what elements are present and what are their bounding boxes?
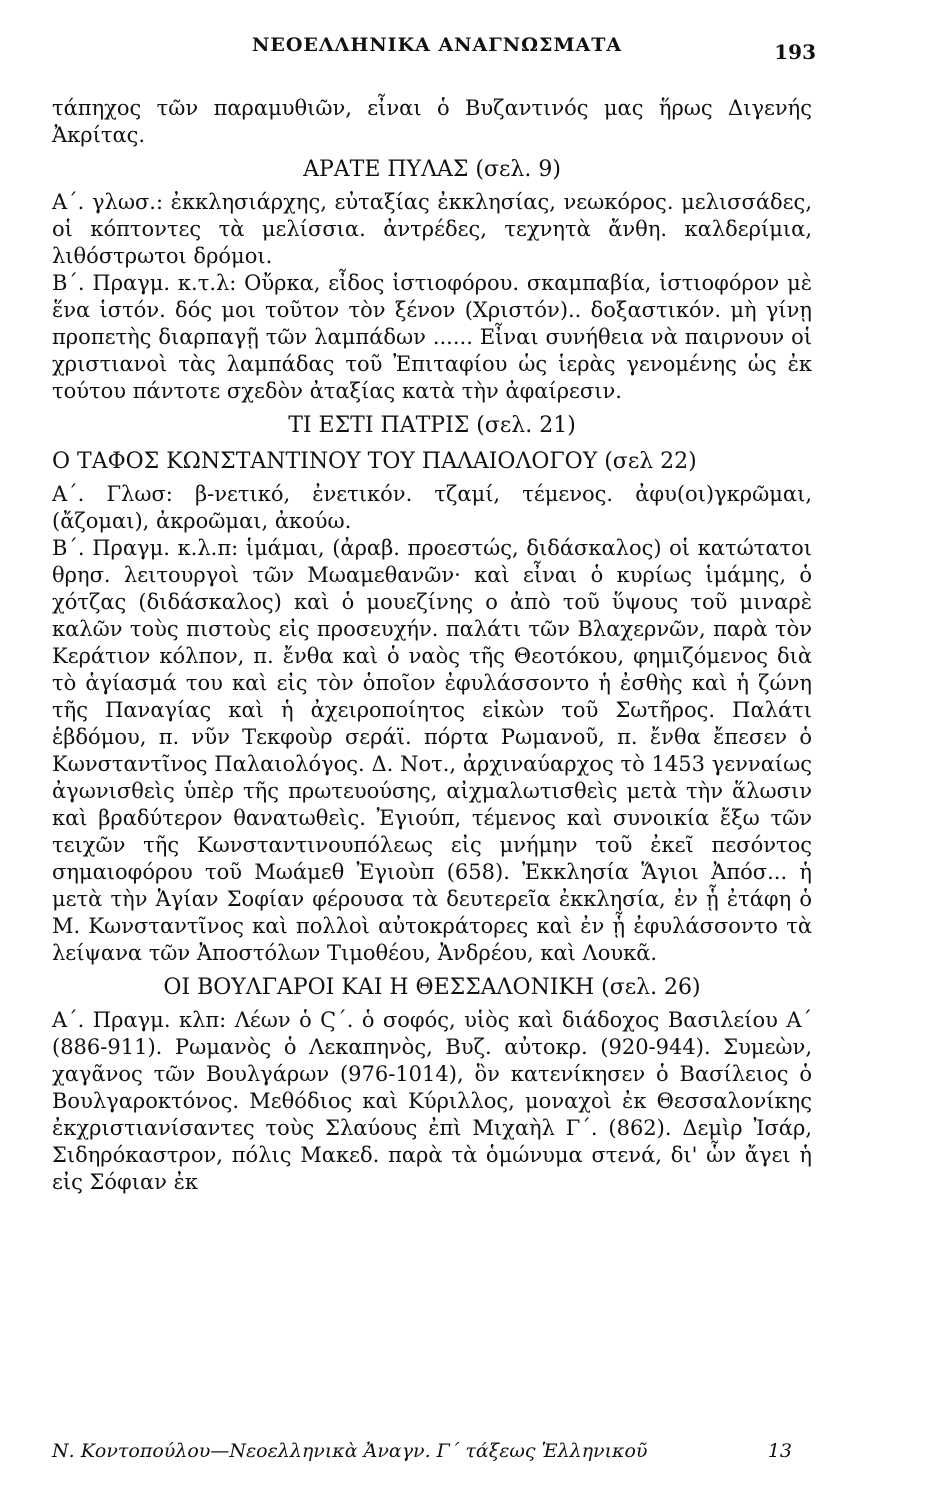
section-title-arate-pylas: ΑΡΑΤΕ ΠΥΛΑΣ (σελ. 9) — [303, 157, 561, 182]
paragraph-pragm-3: Α΄. Πραγμ. κλπ: Λέων ὁ Ϛ΄. ὁ σοφός, υἱὸς καὶ διάδοχος Βασιλείου Α΄ (886-911). Ρωμανὸς ὁ Λεκαπηνὸς, Βυζ. αὐτοκρ. (920-944). Συμεὼν, χαγᾶνος τῶν Βουλγάρων (976-1014), ὃν κατενίκησεν ὁ Βασίλειος ὁ Βουλγαροκτόνος. Μεθόδιος καὶ Κύριλλος, μοναχοὶ ἐκ Θεσσαλονίκης ἐκχριστιανίσαντες τοὺς Σλαύους ἐπὶ Μιχαὴλ Γ΄. (862). Δεμὶρ Ἰσάρ, Σιδηρόκαστρον, πόλις Μακεδ. παρὰ τὰ ὁμώνυμα στενά, δι' ὧν ἄγει ἡ εἰς Σόφιαν ἐκ — [52, 1008, 812, 1194]
paragraph-intro: τάπηχος τῶν παραμυθιῶν, εἶναι ὁ Βυζαντινός μας ἥρως Διγενής Ἀκρίτας. — [52, 96, 812, 147]
paragraph-glossary-1: Α΄. γλωσ.: ἐκκλησιάρχης, εὐταξίας ἐκκλησίας, νεωκόρος. μελισσάδες, οἱ κόπτοντες τὰ μελίσσια. ἀντρέδες, τεχνητὰ ἄνθη. καλδερίμια, λιθόστρωτοι δρόμοι. — [52, 190, 812, 268]
section-title-voulgaroi: ΟΙ ΒΟΥΛΓΑΡΟΙ ΚΑΙ Η ΘΕΣΣΑΛΟΝΙΚΗ (σελ. 26) — [163, 975, 701, 1000]
page-footer — [52, 1440, 812, 1462]
section-title-tafos: Ο ΤΑΦΟΣ ΚΩΝΣΤΑΝΤΙΝΟΥ ΤΟΥ ΠΑΛΑΙΟΛΟΓΟΥ (σελ 22) — [52, 449, 697, 474]
running-title: ΝΕΟΕΛΛΗΝΙΚΑ ΑΝΑΓΝΩΣΜΑΤΑ — [252, 34, 623, 56]
paragraph-glossary-2: Α΄. Γλωσ: β-νετικό, ἐνετικόν. τζαμί, τέμενος. ἀφυ(οι)γκρῶμαι, (ἄζομαι), ἀκροῶμαι, ἀκούω. — [52, 482, 812, 533]
page-content — [52, 95, 812, 1196]
footer-text: Ν. Κοντοπούλου—Νεοελληνικὰ Ἀναγν. Γ΄ τάξεως Ἑλληνικοῦ — [52, 1440, 648, 1462]
paragraph-pragm-1: Β΄. Πραγμ. κ.τ.λ: Οὔρκα, εἶδος ἱστιοφόρου. σκαμπαβία, ἱστιοφόρον μὲ ἕνα ἱστόν. δός μοι τοῦτον τὸν ξένον (Χριστόν).. δοξαστικόν. μὴ γίνῃ προπετὴς διαρπαγῇ τῶν λαμπάδων ...... Εἶναι συνήθεια νὰ παιρνουν οἱ χριστιανοὶ τὰς λαμπάδας τοῦ Ἐπιταφίου ὡς ἱερὰς γενομένης ὡς ἐκ τούτου πάντοτε σχεδὸν ἀταξίας κατὰ τὴν ἀφαίρεσιν. — [52, 271, 812, 403]
section-title-ti-esti-patris: ΤΙ ΕΣΤΙ ΠΑΤΡΙΣ (σελ. 21) — [288, 413, 576, 438]
page-number: 193 — [774, 40, 816, 64]
paragraph-pragm-2: Β΄. Πραγμ. κ.λ.π: ἱμάμαι, (ἀραβ. προεστώς, διδάσκαλος) οἱ κατώτατοι θρησ. λειτουργοὶ τῶν Μωαμεθανῶν· καὶ εἶναι ὁ κυρίως ἱμάμης, ὁ χότζας (διδάσκαλος) καὶ ὁ μουεζίνης ο ἀπὸ τοῦ ὕψους τοῦ μιναρὲ καλῶν τοὺς πιστοὺς εἰς προσευχήν. παλάτι τῶν Βλαχερνῶν, παρὰ τὸν Κεράτιον κόλπον, π. ἔνθα καὶ ὁ ναὸς τῆς Θεοτόκου, φημιζόμενος διὰ τὸ ἁγίασμά του καὶ εἰς τὸν ὁποῖον ἐφυλάσσοντο ἡ ἐσθὴς καὶ ἡ ζώνη τῆς Παναγίας καὶ ἡ ἀχειροποίητος εἰκὼν τοῦ Σωτῆρος. Παλάτι ἑβδόμου, π. νῦν Τεκφοὺρ σεράϊ. πόρτα Ρωμανοῦ, π. ἔνθα ἔπεσεν ὁ Κωνσταντῖνος Παλαιολόγος. Δ. Νοτ., ἀρχιναύαρχος τὸ 1453 γενναίως ἀγωνισθεὶς ὑπὲρ τῆς πρωτευούσης, αἰχμαλωτισθεὶς μετὰ τὴν ἅλωσιν καὶ βραδύτερον θανατωθεὶς. Ἐγιούπ, τέμενος καὶ συνοικία ἔξω τῶν τειχῶν τῆς Κωνσταντινουπόλεως εἰς μνήμην τοῦ ἐκεῖ πεσόντος σημαιοφόρου τοῦ Μωάμεθ Ἐγιοὺπ (658). Ἐκκλησία Ἅγιοι Ἀπόσ... ἡ μετὰ τὴν Ἁγίαν Σοφίαν φέρουσα τὰ δευτερεῖα ἐκκλησία, ἐν ᾗ ἐτάφη ὁ Μ. Κωνσταντῖνος καὶ πολλοὶ αὐτοκράτορες καὶ ἐν ᾗ ἐφυλάσσοντο τὰ λείψανα τῶν Ἀποστόλων Τιμοθέου, Ἀνδρέου, καὶ Λουκᾶ. — [52, 536, 812, 965]
page-header — [52, 34, 816, 64]
signature-mark: 13 — [767, 1440, 792, 1462]
